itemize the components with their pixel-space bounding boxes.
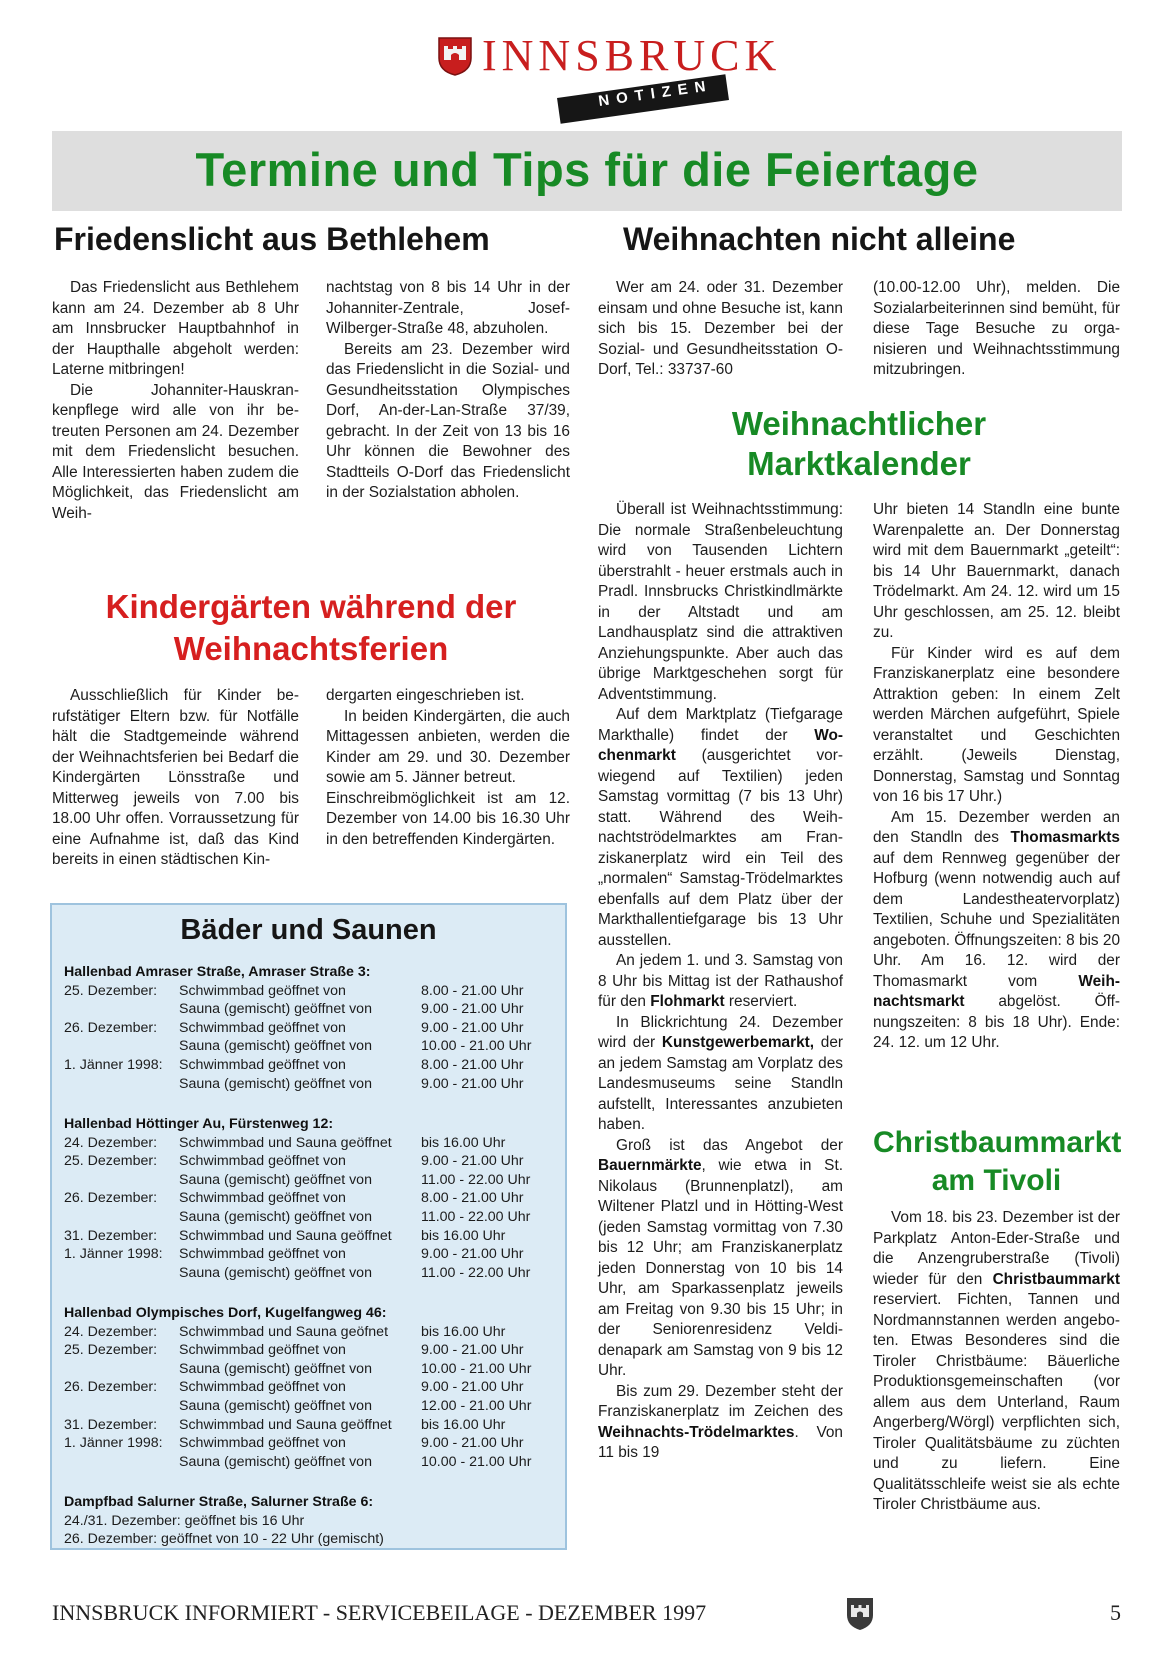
paragraph: Für Kinder wird es auf dem Franziskanerplatz eine besondere Attraktion geben: In einem Zelt werden Märchen aufgeführt, Spiele veranstaltet und Geschichten erzählt. (Jeweils Dienstag, Donnerstag, Samstag und Sonntag von 16 bis 17 Uhr.) [873,644,1120,805]
schedule-time: 11.00 - 22.00 Uhr [421,1171,531,1188]
paragraph: Uhr bieten 14 Standln eine bunte Warenpalette an. Der Donnerstag wird mit dem Bauernmarkt „geteilt“: bis 14 Uhr Bauernmarkt, danach Trödelmarkt. Am 24. 12. wird um 15 Uhr geschlossen, am 25. 12. bleibt zu. [873,501,1120,641]
schedule-date: 26. Dezember: [64,1379,158,1396]
paragraph: Bis zum 29. Dezember steht der Franziskanerplatz im Zeichen des Weihnachts-Trödelmarktes. Von 11 bis 19 [598,1382,843,1461]
paragraph: Einschreibmöglichkeit ist am 12. Dezember von 14.00 bis 16.30 Uhr in den betreffenden Kindergärten. [326,789,570,848]
paragraph: An jedem 1. und 3. Samstag von 8 Uhr bis Mittag ist der Rathaushof für den Flohmarkt reserviert. [598,952,843,1010]
schedule-time: 10.00 - 21.00 Uhr [421,1360,532,1377]
schedule-facility: Schwimmbad geöffnet von [179,1435,346,1452]
paragraph: dergarten eingeschrieben ist. [326,687,525,704]
highlight: Kunstgewerbemarkt, [661,1034,815,1051]
friedenslicht-column-2 [326,278,570,504]
schedule-row [64,1171,564,1190]
pool-name: Hallenbad Höttinger Au, Fürstenweg 12: [64,1116,334,1132]
paragraph: nachtstag von 8 bis 14 Uhr in der Johanniter-Zentrale, Josef-Wilberger-Straße 48, abzuholen. [326,279,570,337]
paragraph: Vom 18. bis 23. Dezember ist der Parkplatz Anton-Eder-Straße und die Anzengruberstraße (Tivoli) wieder für den Christbaummarkt reserviert. Fichten, Tannen und Nordmannstannen werden angeboten. Etwas Besonderes sind die Tiroler Christbäume: Bäuerliche Produktionsgemeinschaften (vor allem aus dem Unterland, Raum Angerberg/Wörgl) verpflichten sich, Tiroler Qualitätsbäume zu züchten und zu liefern. Eine Qualitätsschleife weist sie als echte Tiroler Christbäume aus. [873,1209,1120,1513]
schedule-date: 25. Dezember: [64,1342,158,1359]
schedule-facility: Schwimmbad und Sauna geöffnet [179,1227,392,1244]
schedule-time: 9.00 - 21.00 Uhr [421,1379,524,1396]
schedule-time: 9.00 - 21.00 Uhr [421,1075,524,1092]
schedule-row [64,1037,564,1056]
schedule-time: 9.00 - 21.00 Uhr [421,1435,524,1452]
paragraph: Überall ist Weihnachtsstimmung: Die normale Straßenbeleuchtung wird von Tausenden Lichtern überstrahlt - heuer erstmals auch in Pradl. Innsbrucks Christkindlmärkte in der Altstadt und am Landhausplatz sind die attraktiven Anziehungspunkte. Aber auch das übrige Marktgeschehen sorgt für Adventstimmung. [598,501,843,703]
baeder-heading: Bäder und Saunen [180,914,437,946]
schedule-row [64,1453,564,1472]
masthead [438,30,782,120]
schedule-row [64,1189,564,1208]
schedule-facility: Schwimmbad geöffnet von [179,1379,346,1396]
schedule-row [64,1134,564,1153]
schedule-facility: Sauna (gemischt) geöffnet von [179,1397,372,1414]
schedule-time: 10.00 - 21.00 Uhr [421,1038,532,1055]
heading-line: am Tivoli [931,1164,1062,1197]
paragraph: Die Johanniter-Hauskrankenpflege wird alle von ihr betreuten Personen am 24. Dezember mit dem Friedenslicht besuchen. Alle Interessierten haben zudem die Möglichkeit, das Friedenslicht am Weih- [52,381,299,522]
highlight: Weihnachtsmarkt [873,972,1120,1010]
schedule-facility: Schwimmbad geöffnet von [179,1019,346,1036]
schedule-time: 9.00 - 21.00 Uhr [421,1019,524,1036]
marktkalender-column-2 [873,500,1120,1054]
schedule-time: bis 16.00 Uhr [421,1134,506,1151]
highlight: Bauernmärkte [598,1157,702,1174]
heading-line: Marktkalender [747,445,971,482]
schedule-row [64,1245,564,1264]
schedule-line: 26. Dezember: geöffnet von 10 - 22 Uhr (gemischt) [64,1531,384,1548]
schedule-facility: Sauna (gemischt) geöffnet von [179,1360,372,1377]
paragraph: In Blickrichtung 24. Dezember wird der Kunstgewerbemarkt, der an jedem Samstag am Vorplatz des Landesmuseums seine Standln aufstellt, Interessantes anzubieten haben. [598,1013,843,1133]
schedule-date: 31. Dezember: [64,1227,158,1244]
schedule-facility: Sauna (gemischt) geöffnet von [179,1001,372,1018]
pool-name: Hallenbad Amraser Straße, Amraser Straße 3: [64,964,371,980]
paragraph: Auf dem Marktplatz (Tiefgarage Markthalle) findet der Wochenmarkt (ausgerichtet vorwiegend auf Textilien) jeden Samstag vormittag (7 bis 13 Uhr) statt. Während des Weihnachtströdelmarktes am Franziskanerplatz wird ein Teil des „normalen“ Samstag-Trödelmarktes ebenfalls auf dem Platz über der Markthallentiefgarage bis 13 Uhr ausstellen. [598,706,843,949]
paragraph: Das Friedenslicht aus Bethlehem kann am 24. Dezember ab 8 Uhr am Innsbrucker Hauptbahnhof in der Haupthalle abgeholt werden: Laterne mitbringen! [52,279,299,378]
highlight: Flohmarkt [650,993,725,1010]
paragraph: Groß ist das Angebot der Bauernmärkte, wie etwa in St. Nikolaus (Brunnenplatzl), am Wiltener Platzl und in Hötting-West (jeden Samstag vormittag von 7.30 bis 12 Uhr; am Franziskanerplatz jeden Donnerstag von 10 bis 14 Uhr, am Sparkassenplatz jeweils am Freitag von 9.30 bis 15 Uhr; in der Seniorenresidenz Veldidenapark am Samstag von 9 bis 12 Uhr. [598,1136,843,1379]
marktkalender-heading [598,404,1120,484]
schedule-date [64,1171,179,1190]
kindergarten-heading [52,586,570,670]
friedenslicht-heading: Friedenslicht aus Bethlehem [54,221,490,257]
schedule-date [64,1000,179,1019]
pool-amraser [64,963,564,1093]
highlight: Christbaummarkt [992,1270,1120,1288]
paragraph: Wer am 24. oder 31. Dezember einsam und ohne Besuche ist, kann sich bis 15. Dezember bei der Sozial- und Gesundheitsstation O-Dorf, Tel.: 33737-60 [598,279,843,378]
schedule-time: 9.00 - 21.00 Uhr [421,1342,524,1359]
schedule-date [64,1264,179,1283]
schedule-facility: Schwimmbad geöffnet von [179,1056,346,1073]
schedule-line: 24./31. Dezember: geöffnet bis 16 Uhr [64,1512,305,1529]
schedule-facility: Schwimmbad geöffnet von [179,1342,346,1359]
pool-olympisches-dorf [64,1304,564,1471]
highlight: Wochenmarkt [598,726,843,764]
weihnachten-column-1 [598,278,843,381]
schedule-facility: Schwimmbad geöffnet von [179,1246,346,1263]
schedule-time: 8.00 - 21.00 Uhr [421,1190,524,1207]
masthead-title: INNSBRUCK [482,31,782,80]
schedule-row [64,1323,564,1342]
schedule-time: 9.00 - 21.00 Uhr [421,1153,524,1170]
weihnachten-column-2 [873,278,1120,381]
schedule-facility: Schwimmbad und Sauna geöffnet [179,1134,392,1151]
schedule-date: 25. Dezember: [64,982,158,999]
christbaummarkt-heading [873,1124,1120,1200]
schedule-date: 25. Dezember: [64,1153,158,1170]
paragraph: In beiden Kindergärten, die auch Mittagessen anbieten, werden die Kinder am 29. und 30. Dezember sowie am 5. Jänner betreut. [326,707,570,786]
schedule-row [64,1152,564,1171]
schedule-row [64,1360,564,1379]
schedule-date [64,1208,179,1227]
schedule-date: 24. Dezember: [64,1323,158,1340]
schedule-facility: Sauna (gemischt) geöffnet von [179,1171,372,1188]
schedule-row [64,1397,564,1416]
schedule-facility: Sauna (gemischt) geöffnet von [179,1208,372,1225]
page-title: Termine und Tips für die Feiertage [195,143,979,196]
schedule-date [64,1453,179,1472]
schedule-row [64,1019,564,1038]
pool-name: Dampfbad Salurner Straße, Salurner Straße 6: [64,1494,374,1510]
schedule-facility: Schwimmbad und Sauna geöffnet [179,1416,392,1433]
schedule-date: 31. Dezember: [64,1416,158,1433]
schedule-date: 24. Dezember: [64,1134,158,1151]
city-crest-icon [846,1597,874,1631]
weihnachten-heading: Weihnachten nicht alleine [623,221,1016,257]
schedule-time: 8.00 - 21.00 Uhr [421,982,524,999]
schedule-date: 26. Dezember: [64,1190,158,1207]
city-crest-icon [438,36,472,76]
schedule-facility: Schwimmbad geöffnet von [179,1153,346,1170]
schedule-time: 11.00 - 22.00 Uhr [421,1208,531,1225]
schedule-date: 1. Jänner 1998: [64,1246,163,1263]
schedule-row [64,982,564,1001]
highlight: Thomasmarkts [1010,829,1120,846]
schedule-row [64,1075,564,1094]
schedule-facility: Schwimmbad und Sauna geöfnet [179,1323,389,1340]
schedule-date: 1. Jänner 1998: [64,1056,163,1073]
schedule-facility: Sauna (gemischt) geöffnet von [179,1453,372,1470]
masthead-subtitle: NOTIZEN [597,77,714,110]
schedule-row [64,1000,564,1019]
page-number: 5 [1110,1600,1121,1625]
schedule-time: 9.00 - 21.00 Uhr [421,1001,524,1018]
schedule-row [64,1416,564,1435]
friedenslicht-column-1 [52,278,299,524]
schedule-date: 1. Jänner 1998: [64,1435,163,1452]
schedule-row [64,1264,564,1283]
footer-publication: INNSBRUCK INFORMIERT - SERVICEBEILAGE - DEZEMBER 1997 [52,1600,707,1625]
heading-line: Weihnachtsferien [173,630,449,667]
paragraph: (10.00-12.00 Uhr), melden. Die Sozialarbeiterinnen sind bemüht, für diese Tage Besuche zu organisieren und Weihnachtsstimmung mitzubringen. [873,279,1120,378]
paragraph: Bereits am 23. Dezember wird das Friedenslicht in die Sozial- und Gesundheitsstation Olympisches Dorf, An-der-Lan-Straße 37/39, gebracht. In der Zeit von 13 bis 16 Uhr können die Bewohner des Stadtteils O-Dorf das Friedenslicht in der Sozialstation abholen. [326,340,570,501]
schedule-row [64,1056,564,1075]
schedule-row [64,1341,564,1360]
schedule-time: 11.00 - 22.00 Uhr [421,1264,531,1281]
kindergarten-column-2 [326,686,570,850]
schedule-time: bis 16.00 Uhr [421,1323,506,1340]
pool-name: Hallenbad Olympisches Dorf, Kugelfangweg 46: [64,1305,387,1321]
schedule-time: 9.00 - 21.00 Uhr [421,1246,524,1263]
schedule-facility: Sauna (gemischt) geöffnet von [179,1038,372,1055]
schedule-facility: Schwimmbad geöffnet von [179,982,346,999]
schedule-date [64,1075,179,1094]
schedule-date [64,1037,179,1056]
schedule-row [64,1227,564,1246]
schedule-time: 8.00 - 21.00 Uhr [421,1056,524,1073]
schedule-time: bis 16.00 Uhr [421,1416,506,1433]
schedule-row [64,1378,564,1397]
schedule-row [64,1208,564,1227]
schedule-date: 26. Dezember: [64,1019,158,1036]
kindergarten-column-1 [52,686,299,871]
schedule-time: 12.00 - 21.00 Uhr [421,1397,532,1414]
schedule-time: bis 16.00 Uhr [421,1227,506,1244]
highlight: Weihnachts-Trödelmarktes [598,1423,795,1441]
schedule-date [64,1360,179,1379]
schedule-facility: Sauna (gemischt) geöffnet von [179,1264,372,1281]
pool-dampfbad [64,1493,564,1549]
schedule-time: 10.00 - 21.00 Uhr [421,1453,532,1470]
paragraph: Ausschließlich für Kinder berufstätiger Eltern bzw. für Notfälle hält die Stadtgemeinde während der Weihnachtsferien bei Bedarf die Kindergärten Lönsstraße und Mitterweg jeweils von 7.00 bis 18.00 Uhr offen. Vorraussetzung für eine Aufnahme ist, daß das Kind bereits in einen städtischen Kin- [52,687,299,868]
schedule-row [64,1434,564,1453]
schedule-facility: Sauna (gemischt) geöffnet von [179,1075,372,1092]
schedule-facility: Schwimmbad geöffnet von [179,1190,346,1207]
heading-line: Christbaummarkt [873,1126,1122,1159]
schedule-date [64,1397,179,1416]
heading-line: Kindergärten während der [105,588,517,625]
christbaummarkt-column [873,1208,1120,1516]
marktkalender-column-1 [598,500,843,1464]
paragraph: Am 15. Dezember werden an den Standln des Thomasmarkts auf dem Rennweg gegenüber der Hofburg (wenn notwendig auch auf dem Landestheatervorplatz) Textilien, Schuhe und Spezialitäten angeboten. Öffnungszeiten: 8 bis 20 Uhr. Am 16. 12. wird der Thomasmarkt vom Weihnachtsmarkt abgelöst. Öffnungszeiten: 8 bis 18 Uhr). Ende: 24. 12. um 12 Uhr. [873,808,1121,1051]
pool-hoettinger-au [64,1115,564,1282]
heading-line: Weihnachtlicher [731,405,987,442]
